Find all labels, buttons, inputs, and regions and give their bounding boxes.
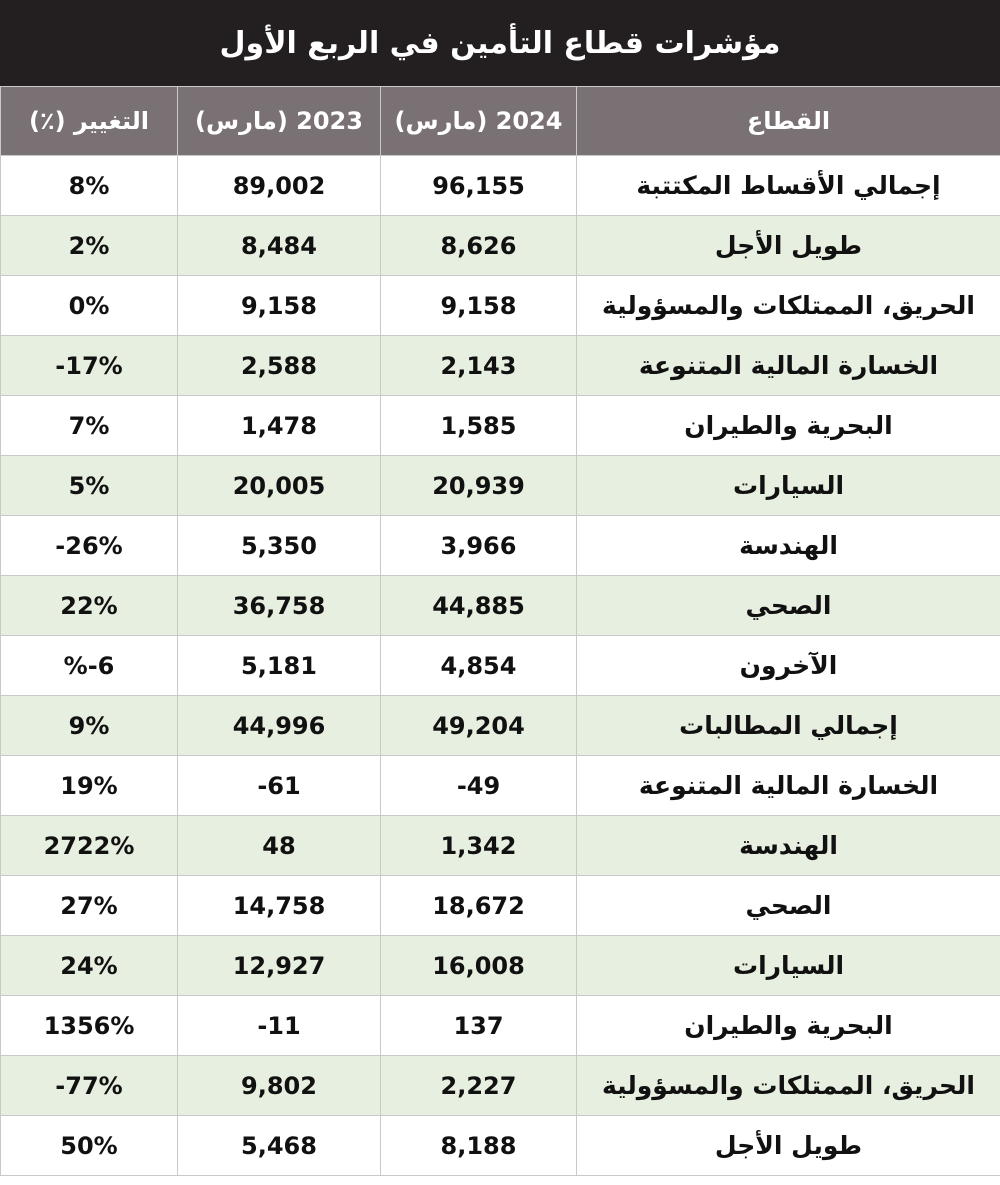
table-row — [1, 336, 1000, 396]
cell-2024: 16,008 — [381, 936, 577, 996]
cell-change: 9% — [1, 696, 178, 756]
table-row — [1, 1056, 1000, 1116]
table-row — [1, 636, 1000, 696]
table-row — [1, 816, 1000, 876]
cell-change: -17% — [1, 336, 178, 396]
cell-2023: 9,158 — [178, 276, 381, 336]
table-row — [1, 276, 1000, 336]
cell-sector: الخسارة المالية المتنوعة — [577, 336, 1000, 396]
cell-2023: 44,996 — [178, 696, 381, 756]
table-row — [1, 756, 1000, 816]
cell-2024: 20,939 — [381, 456, 577, 516]
cell-sector: البحرية والطيران — [577, 396, 1000, 456]
cell-2023: 12,927 — [178, 936, 381, 996]
cell-sector: الحريق، الممتلكات والمسؤولية — [577, 1056, 1000, 1116]
cell-2023: 2,588 — [178, 336, 381, 396]
cell-2024: 3,966 — [381, 516, 577, 576]
table-row — [1, 516, 1000, 576]
cell-2023: 1,478 — [178, 396, 381, 456]
cell-2023: 9,802 — [178, 1056, 381, 1116]
cell-sector: الهندسة — [577, 516, 1000, 576]
cell-change: 2% — [1, 216, 178, 276]
cell-change: 8% — [1, 156, 178, 216]
cell-sector: إجمالي الأقساط المكتتبة — [577, 156, 1000, 216]
header-change: التغيير (٪) — [1, 87, 178, 156]
table-row — [1, 996, 1000, 1056]
cell-sector: السيارات — [577, 936, 1000, 996]
cell-change: 0% — [1, 276, 178, 336]
table-header-row — [1, 87, 1000, 156]
cell-change: 19% — [1, 756, 178, 816]
cell-sector: الصحي — [577, 576, 1000, 636]
table-row — [1, 876, 1000, 936]
cell-2023: 5,468 — [178, 1116, 381, 1176]
cell-sector: إجمالي المطالبات — [577, 696, 1000, 756]
header-sector: القطاع — [577, 87, 1000, 156]
cell-2023: -61 — [178, 756, 381, 816]
cell-change: 1356% — [1, 996, 178, 1056]
cell-2023: 89,002 — [178, 156, 381, 216]
cell-2024: 8,188 — [381, 1116, 577, 1176]
cell-sector: الحريق، الممتلكات والمسؤولية — [577, 276, 1000, 336]
header-2024: 2024 (مارس) — [381, 87, 577, 156]
cell-2023: 8,484 — [178, 216, 381, 276]
cell-2024: 137 — [381, 996, 577, 1056]
cell-2024: 1,585 — [381, 396, 577, 456]
cell-2024: 4,854 — [381, 636, 577, 696]
table-row — [1, 156, 1000, 216]
cell-2024: 49,204 — [381, 696, 577, 756]
cell-change: 22% — [1, 576, 178, 636]
insurance-indicators-table — [0, 86, 1000, 1176]
cell-sector: الهندسة — [577, 816, 1000, 876]
cell-change: 27% — [1, 876, 178, 936]
cell-sector: طويل الأجل — [577, 216, 1000, 276]
cell-change: %-6 — [1, 636, 178, 696]
cell-2023: 5,181 — [178, 636, 381, 696]
cell-2024: 2,227 — [381, 1056, 577, 1116]
cell-2024: 9,158 — [381, 276, 577, 336]
table-row — [1, 216, 1000, 276]
cell-change: 5% — [1, 456, 178, 516]
cell-2024: 44,885 — [381, 576, 577, 636]
cell-2024: 96,155 — [381, 156, 577, 216]
cell-sector: الخسارة المالية المتنوعة — [577, 756, 1000, 816]
cell-2024: 8,626 — [381, 216, 577, 276]
table-row — [1, 456, 1000, 516]
cell-sector: الآخرون — [577, 636, 1000, 696]
header-2023: 2023 (مارس) — [178, 87, 381, 156]
table-title: مؤشرات قطاع التأمين في الربع الأول — [0, 0, 1000, 86]
cell-sector: طويل الأجل — [577, 1116, 1000, 1176]
cell-sector: الصحي — [577, 876, 1000, 936]
table-row — [1, 696, 1000, 756]
cell-2024: 2,143 — [381, 336, 577, 396]
cell-2023: -11 — [178, 996, 381, 1056]
table-row — [1, 576, 1000, 636]
cell-2024: 18,672 — [381, 876, 577, 936]
cell-2023: 20,005 — [178, 456, 381, 516]
cell-2024: -49 — [381, 756, 577, 816]
cell-sector: البحرية والطيران — [577, 996, 1000, 1056]
table-row — [1, 936, 1000, 996]
table-row — [1, 1116, 1000, 1176]
cell-2023: 14,758 — [178, 876, 381, 936]
cell-change: 2722% — [1, 816, 178, 876]
cell-2024: 1,342 — [381, 816, 577, 876]
cell-change: 24% — [1, 936, 178, 996]
cell-change: 50% — [1, 1116, 178, 1176]
cell-2023: 36,758 — [178, 576, 381, 636]
cell-sector: السيارات — [577, 456, 1000, 516]
cell-change: -26% — [1, 516, 178, 576]
cell-change: -77% — [1, 1056, 178, 1116]
cell-2023: 48 — [178, 816, 381, 876]
table-row — [1, 396, 1000, 456]
cell-change: 7% — [1, 396, 178, 456]
cell-2023: 5,350 — [178, 516, 381, 576]
